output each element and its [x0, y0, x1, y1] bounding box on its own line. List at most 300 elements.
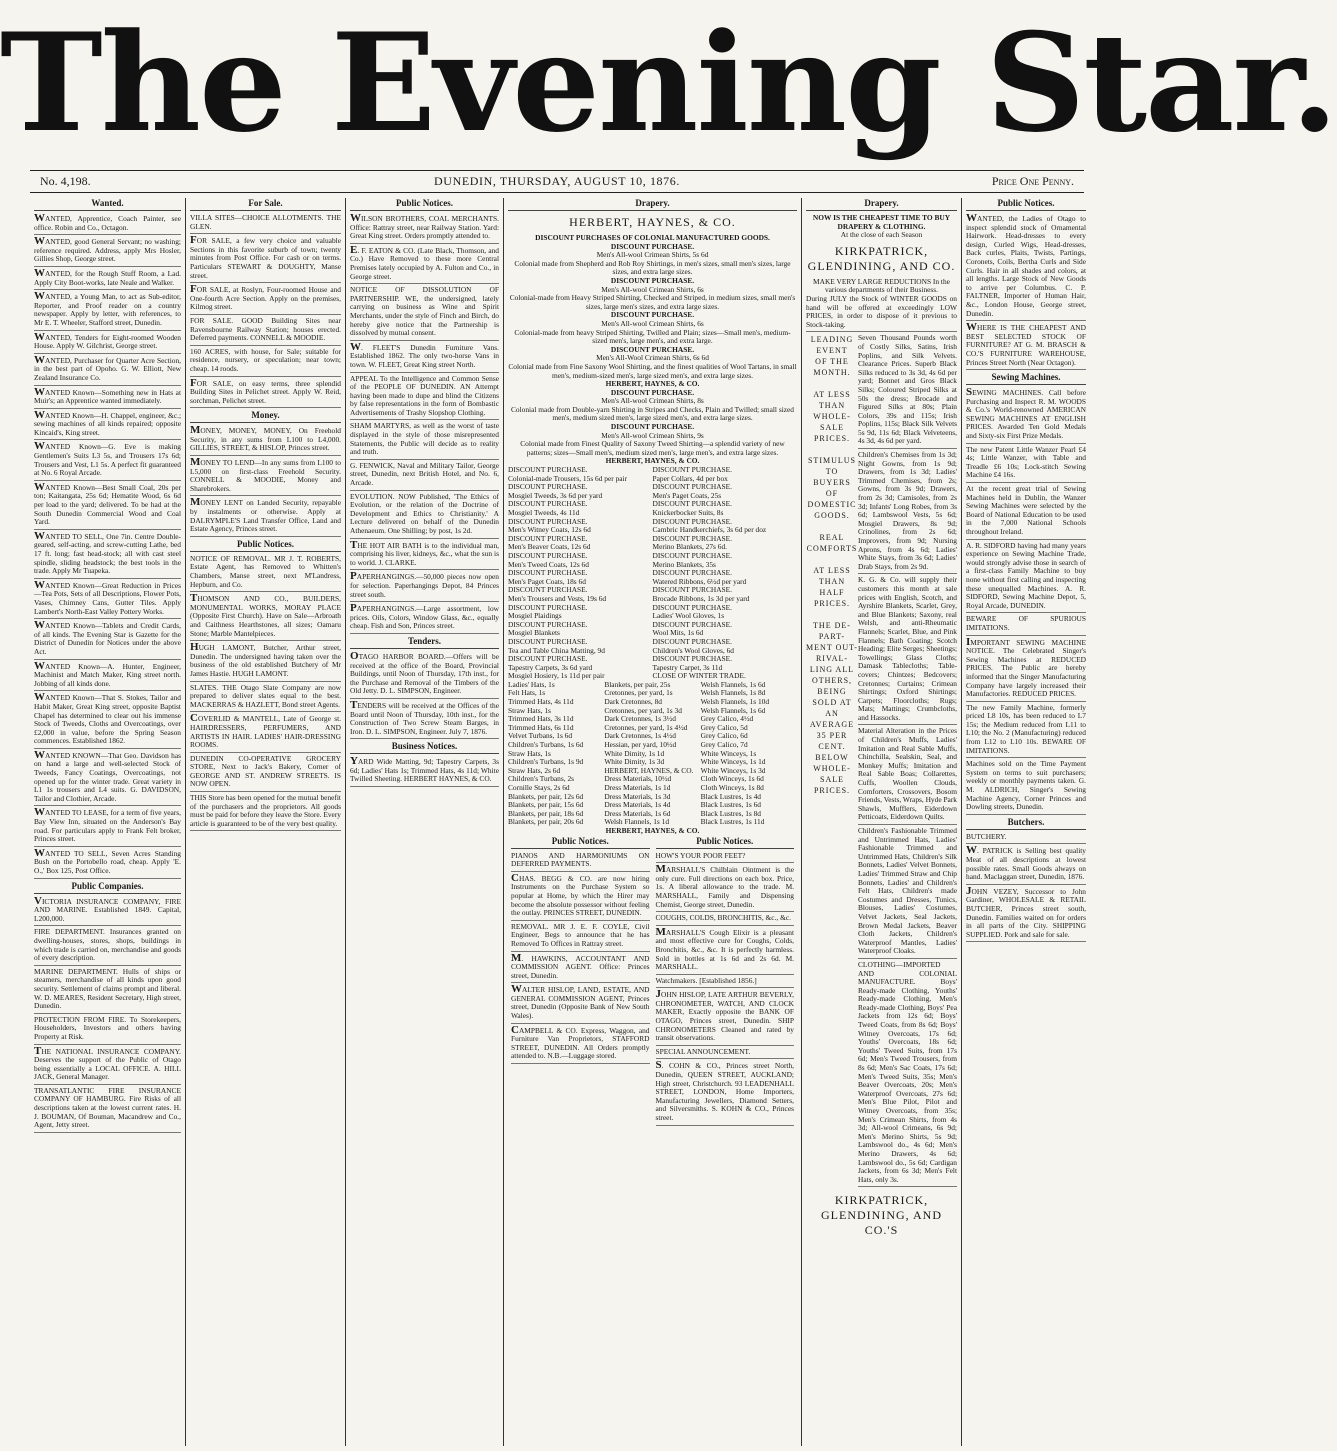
- advertisement-text: FOR SALE. GOOD Building Sites near Ravensbourne Railway Station; houses erected. Deferred payments. CONNELL & MOODIE.: [190, 315, 341, 343]
- price-cell: Hessian, per yard, 10½d: [604, 740, 677, 750]
- advertisement: [350, 340, 499, 373]
- advertisement-text: APERHANGINGS.—Large assortment, low prices. Oils, Colors, Window Glass, &c., equally cheap. Fish and Son, Princes street.: [350, 604, 499, 631]
- advertisement: [966, 884, 1086, 943]
- drop-cap: W: [34, 235, 45, 248]
- price-cell: DISCOUNT PURCHASE.: [508, 619, 588, 629]
- column-notices-sewing: [962, 198, 1090, 1446]
- slogan-word: [806, 521, 858, 532]
- column-for-sale: [186, 198, 346, 1446]
- advertisement-text: ANTED, Tenders for Eight-roomed Wooden House. Apply W. Gilchrist, George street.: [34, 332, 181, 351]
- drop-cap: M: [190, 496, 201, 509]
- drop-cap: H: [190, 641, 199, 654]
- advertisement-text: DUNEDIN CO-OPERATIVE GROCERY STORE, Next to Jack's Bakery, Corner of GEORGE AND ST. ANDREW STREETS. IS NOW OPEN.: [190, 753, 341, 789]
- price-cell: Men's Trousers and Vests, 19s 6d: [508, 593, 607, 603]
- advertisement: [190, 285, 341, 315]
- slogan-word: AT LESS: [813, 566, 851, 576]
- price-cell: Mosgiel Plaidings: [508, 611, 562, 621]
- advertisement: [511, 852, 650, 872]
- price-cell: DISCOUNT PURCHASE.: [652, 533, 733, 543]
- price-cell: Merino Blankets, 35s: [652, 559, 716, 569]
- advertisement-text: ANTED, the Ladies of Otago to inspect splendid stock of Ornamental Hairwork. Head-dresses to every design, Curled Wigs, Head-dresses, Back curles, Plaits, Twists, Partings, Coronets, Coils, Bertha Curls and Side Curls. Hair in all shades and colors, at all lengths. Large Stock of New Goods to arrive per Columbus. C. P. FALTNER, Importer of Human Hair, &c., London House, George street, Dunedin.: [966, 214, 1086, 318]
- advertisement-text: ARSHALL'S Chilblain Ointment is the only cure. Full directions on each box. Price, 1s. A liberal allowance to the trade. M. MARSHALL, Family and Dispensing Chemist, George street, Dunedin.: [655, 865, 794, 909]
- advertisement-text: ANTED Known—Best Small Coal, 20s per ton; Kaitangata, 25s 6d; Hematite Wood, 6s 6d per load to the yard; delivered. To be had at the South Dunedin Commercial Wood and Coal Yard.: [34, 482, 181, 527]
- price-cell: Brocade Ribbons, 1s 3d per yard: [652, 593, 750, 603]
- section-heading: Drapery.: [806, 198, 957, 211]
- column-wanted: [30, 198, 186, 1446]
- advertisement: [34, 693, 181, 749]
- drop-cap: F: [190, 283, 197, 296]
- advertisement: [190, 555, 341, 592]
- price-cell: Black Lustres, 1s 4d: [700, 791, 762, 801]
- advertisement-text: At the recent great trial of Sewing Machines held in Dublin, the Wanzer Sewing Machines were selected by the Board of National Education to be used in the 7,000 National Schools throughout Ireland.: [966, 484, 1086, 536]
- advertisement-text: ANTED TO SELL, Seven Acres Standing Bush on the Portobello road, cheap. Apply 'E. O.,' Box 125, Post Office.: [34, 848, 181, 875]
- price-cell: Cloth Winceys, 1s 6d: [700, 774, 764, 784]
- price-cell: Men's Witney Coats, 12s 6d: [508, 525, 591, 535]
- drop-cap: T: [34, 1044, 42, 1057]
- drop-cap: M: [190, 424, 201, 437]
- advertisement-text: UGH LAMONT, Butcher, Arthur street, Dunedin. The undersigned having taken over the business of the old established Butchery of Mr James Hastie. HUGH LAMONT.: [190, 643, 341, 678]
- price-cell: Grey Calico, 6d: [700, 731, 748, 741]
- advertisement: [966, 485, 1086, 540]
- drop-cap: W: [34, 266, 45, 279]
- advertisement-text: HOW'S YOUR POOR FEET?: [655, 850, 746, 860]
- advertisement-text: EVOLUTION. NOW Published, 'The Ethics of Evolution, or the relation of the Doctrine of Development and Ethics to Christianity.' A Lecture delivered on behalf of the Dunedin Athenaeum. One Shilling; by post, 1s 2d.: [350, 491, 499, 535]
- price-cell: Dress Materials, 1s 1d: [604, 783, 671, 792]
- firm-footer: HERBERT, HAYNES, & CO.: [605, 825, 700, 835]
- price-cell: Welsh Flannels, 1s 1d: [604, 817, 670, 827]
- advertisement: [966, 388, 1086, 444]
- advertisement-text: . HAWKINS, ACCOUNTANT AND COMMISSION AGENT. Office: Princes street, Dunedin.: [511, 953, 650, 980]
- price-line: Colonial-made from heavy Striped Shirting, Twilled and Plain; sizes—Small men's, medium-sized men's, large men's, and extra large.: [514, 327, 791, 346]
- advertisement: [966, 635, 1086, 702]
- section-heading: Public Companies.: [34, 881, 181, 894]
- advertisement-text: PROTECTION FROM FIRE. To Storekeepers, Householders, Investors and others having Property at Risk.: [34, 1014, 181, 1041]
- advertisement: [190, 426, 341, 456]
- price-cell: Dress Materials, 10½d: [604, 774, 672, 784]
- price-cell: Colonial-made Trousers, 15s 6d per pair: [508, 473, 628, 483]
- drop-cap: W: [34, 691, 45, 704]
- price-line: Men's All-wool Crimean Shirts, 8s: [601, 396, 704, 406]
- slogan-word: MONTH.: [813, 368, 851, 378]
- slogan-word: [806, 609, 858, 620]
- price-cell: Blankets, per pair, 25s: [604, 679, 671, 689]
- advertisement-text: G. FENWICK, Naval and Military Tailor, George street, Dunedin, next British Hotel, and No. 6, Arcade.: [350, 460, 499, 488]
- price-cell: Cretonnes, per yard, 1s 4½d: [604, 722, 688, 732]
- price-line: DISCOUNT PURCHASE.: [610, 275, 695, 285]
- advertisement-text: NOTICE OF REMOVAL. MR J. T. ROBERTS, Estate Agent, has Removed to Whitten's Chambers, Manse street, next M'Landress, Hepburn, and Co.: [190, 553, 341, 589]
- slogan-word: THAN: [818, 577, 846, 587]
- price-cell: DISCOUNT PURCHASE.: [508, 533, 588, 543]
- advertisement-text: 160 ACRES, with house, for Sale; suitable for residence, nursery, or speculation; near town; cheap. 14 roods.: [190, 346, 341, 373]
- sale-blocks: [858, 334, 957, 1189]
- advertisement: [34, 266, 181, 290]
- advertisement-text: OR SALE, at Roslyn, Four-roomed House and One-fourth Acre Section. Apply on the premises, Kilmog street.: [190, 285, 341, 312]
- slogan-word: OF: [825, 489, 839, 499]
- drop-cap: W: [34, 578, 45, 591]
- dateline-bar: [40, 172, 1074, 190]
- drop-cap: S: [966, 386, 973, 399]
- slogan-word: EVENT: [816, 346, 848, 356]
- advertisement-text: ENDERS will be received at the Offices of the Board until Noon of Thursday, 10th inst., for the Construction of Two Screw Steam Barges, in Iron. D. L. SIMPSON, Engineer. July 7, 1876.: [350, 700, 499, 736]
- price-cell: White Dimity, 1s 3d: [604, 757, 665, 767]
- price-cell: DISCOUNT PURCHASE.: [508, 516, 588, 526]
- slogan-word: OTHERS,: [811, 676, 853, 686]
- price-cell: Children's Turbans, 2s: [508, 774, 575, 784]
- advertisement: [190, 794, 341, 831]
- advertisement: [34, 442, 181, 480]
- section-heading: Public Notices.: [190, 539, 341, 552]
- slogan-word: PRICES.: [813, 434, 851, 444]
- sub-columns: [508, 836, 797, 1128]
- slogan-word: SALE: [820, 423, 844, 433]
- advertisement: [190, 236, 341, 283]
- price-cell: DISCOUNT PURCHASE.: [652, 550, 733, 560]
- slogan-word: AVERAGE: [809, 720, 855, 730]
- price-cell: Dress Materials, 1s 3d: [604, 791, 671, 801]
- price-cell: Blankets, per pair, 12s 6d: [508, 791, 584, 801]
- advertisement: [511, 985, 650, 1023]
- advertisement-text: ARSHALL'S Cough Elixir is a pleasant and most effective cure for Coughs, Colds, Bronchitis, &c., &c. It is perfectly harmless. Sold in bottles at 1s 6d and 2s 6d. M. MARSHALL.: [655, 927, 794, 972]
- section-heading: Public Notices.: [350, 198, 499, 211]
- drop-cap: C: [511, 1023, 519, 1036]
- price-cell: Cretonnes, per yard, 1s: [604, 688, 673, 698]
- slogan-word: [806, 444, 858, 455]
- price-cell: Trimmed Hats, 3s 11d: [508, 714, 574, 724]
- section-heading: Money.: [190, 410, 341, 423]
- price-line: DISCOUNT PURCHASE.: [610, 241, 695, 251]
- advertisement: [966, 704, 1086, 759]
- advertisement: [190, 348, 341, 377]
- advertisement: [190, 458, 341, 496]
- season-note: At the close of each Season: [840, 230, 923, 240]
- advertisement: [34, 894, 181, 927]
- advertisement: [190, 643, 341, 681]
- advertisement-text: OHN VEZEY, Successor to John Gardiner, WHOLESALE & RETAIL BUTCHER, Princes street south, Dunedin. Families waited on for orders in all parts of the City. SHIPPING SUPPLIED. Pork and sale for sale.: [966, 886, 1086, 939]
- advertisement-text: FIRE DEPARTMENT. Insurances granted on dwelling-houses, stores, shops, buildings in which trade is carried on, merchandise and goods of every description.: [34, 927, 181, 963]
- headline: NOW IS THE CHEAPEST TIME TO BUY DRAPERY & CLOTHING.: [812, 213, 951, 231]
- section-heading: Public Notices.: [511, 836, 650, 849]
- price-line: Colonial-made from Heavy Striped Shirting, Checked and Striped, in medium sizes, small men's sizes, large men's sizes, and extra large sizes.: [509, 293, 796, 311]
- price-cell: Dress Materials, 1s 4d: [604, 800, 671, 810]
- advertisement: [350, 214, 499, 244]
- advertisement: [350, 604, 499, 634]
- price-cell: Straw Hats, 1s: [508, 748, 551, 758]
- advertisement: [656, 1048, 795, 1060]
- advertisement-text: ANTED Known—Great Reduction in Prices—Tea Pots, Sets of all Descriptions, Flower Pots, Vases, Chimney Cans, Gutter Tiles. Apply Lambert's North-East Valley Pottery Works.: [34, 580, 181, 616]
- price-cell: Mosgiel Tweeds, 4s 11d: [508, 508, 580, 517]
- price-cell: Paper Collars, 4d per box: [652, 473, 728, 483]
- drop-cap: P: [350, 602, 357, 615]
- drop-cap: C: [511, 871, 519, 884]
- advertisement-text: SPECIAL ANNOUNCEMENT.: [655, 1046, 751, 1056]
- price-cell: DISCOUNT PURCHASE.: [508, 585, 588, 595]
- price-cell: Cambric Handkerchiefs, 3s 6d per doz: [652, 525, 767, 535]
- sale-block: Children's Fashionable Trimmed and Untrimmed Hats, Ladies' Fashionable Trimmed and Untrimmed Hats, Children's Silk Bonnets, Ladies' Velvet Bonnets, Ladies' Trimmed Straw and Chip Bonnets, Ladies' and Children's Felt Hats, Children's made Costumes and Dresses, Tunics, Blouses, Ladies' Costumes, Velvet Jackets, Seal Jackets, Brown Medal Jackets, Beaver Cloth Jackets, Children's Waterproof Mantles, Ladies' Waterproof Cloaks.: [858, 827, 957, 959]
- advertisement-text: ANTED, good General Servant; no washing; reference required. Address, apply Mrs Hosler, Gillies Shop, George street.: [34, 237, 181, 264]
- price-cell: Blankets, per pair, 15s 6d: [508, 800, 584, 810]
- slogan-word: PRICES.: [813, 786, 851, 796]
- price-cell: White Dimity, 1s 1d: [604, 748, 665, 758]
- newspaper-title: The Evening Star.: [0, 2, 1337, 163]
- price-cell: DISCOUNT PURCHASE.: [508, 550, 588, 560]
- price-cell: Trimmed Hats, 6s 11d: [508, 722, 574, 732]
- drop-cap: J: [655, 988, 661, 1001]
- price-line: DISCOUNT PURCHASE.: [610, 310, 695, 320]
- price-line: Colonial made from Finest Quality of Saxony Tweed Shirting—a splendid variety of new patterns; sizes—Small men's, medium sized men's, large men's, and extra large sizes.: [520, 439, 785, 457]
- advertisement: [350, 422, 499, 459]
- advertisement: [190, 714, 341, 752]
- slogan-word: DOMESTIC: [807, 500, 857, 510]
- slogan-word: BUYERS: [813, 478, 851, 488]
- advertisement: [511, 1023, 650, 1064]
- advertisement: [966, 214, 1086, 321]
- sale-block: K. G. & Co. will supply their customers this month at sale prices with English, Scotch, and Ayrshire Blankets, Scarlet, Grey, and Blue Blankets; Saxony, real Welsh, and anti-Rheumatic Flannels; Scarlet, Blue, and Pink Flannels; Bath Coating; Scotch Heading; Elite Serges; Sheetings; Towellings; Glass Cloths; Damask Tablecloths; Table-covers; Chintzes; Bedcovers; Cretonnes; Curtains; Crimean Shirtings; Oxford Shirtings; Carpets; Floorcloths; Rugs; Mats; Mattings; Crumbcloths, and Hassocks.: [858, 576, 957, 725]
- advertisement-text: HERE IS THE CHEAPEST AND BEST SELECTED STOCK OF FURNITURE? AT G. M. BRASCH & CO.'S FURNITURE WAREHOUSE, Princes Street North (Near Octagon).: [966, 323, 1086, 367]
- price: Price One Penny.: [991, 174, 1074, 188]
- price-line: Colonial made from Fine Saxony Wool Shirting, and the finest qualities of Wool Tartans, in small men's, medium-sized men's, large sized men's, and extra large sizes.: [508, 361, 797, 380]
- advertisement-text: HAS. BEGG & CO. are now hiring Instruments on the Purchase System so popular at Home, by which the Hirer may become the absolute possessor without feeling the outlay. PRINCES STREET, DUNEDIN.: [511, 873, 650, 918]
- price-cell: Mosgiel Hosiery, 1s 11d per pair: [508, 671, 605, 681]
- firm-footer: KIRKPATRICK, GLENDINING, AND CO.'S: [821, 1193, 942, 1238]
- advertisement-text: PIANOS AND HARMONIUMS ON DEFERRED PAYMENTS.: [511, 850, 650, 869]
- advertisement-text: ANTED Known—A. Hunter, Engineer, Machinist and Match Maker, King street north. Jobbing of all kinds done.: [34, 661, 181, 688]
- masthead: [0, 0, 1337, 170]
- drop-cap: W: [34, 619, 45, 632]
- slogan-word: AT LESS: [813, 390, 851, 400]
- drop-cap: C: [190, 712, 198, 725]
- price-line: Men's All-wool Crimean Shirts, 6s: [601, 284, 704, 294]
- price-line: Colonial made from Shepherd and Rob Roy Shirtings, in men's sizes, small men's sizes, large sizes, and extra large sizes.: [514, 258, 791, 277]
- advertisement: [655, 925, 795, 975]
- column-public-notices: [346, 198, 504, 1446]
- price-cell: Children's Turbans, 1s 9d: [508, 757, 584, 767]
- advertisement: [34, 659, 181, 692]
- advertisement: [190, 376, 341, 409]
- price-cell: Black Lustres, 1s 11d: [700, 817, 765, 827]
- price-cell: HERBERT, HAYNES, & CO.: [604, 765, 694, 775]
- advertisement-text: MPORTANT SEWING MACHINE NOTICE. The Celebrated Singer's Sewing Machines at REDUCED PRICES. The Public are hereby informed that the Singer Manufacturing Company have largely increased their Manufactories. REDUCED PRICES.: [966, 637, 1086, 699]
- price-cell: DISCOUNT PURCHASE.: [508, 499, 588, 509]
- slogan-word: LING ALL: [809, 665, 855, 675]
- advertisement-text: . COHN & CO., Princes street North, Dunedin, QUEEN STREET, AUCKLAND; High street, Christchurch. 93 LEADENHALL STREET, LONDON, Home Importers, Manufacturing Jewellers, Diamond Setters, and Silversmiths. S. KOHN & CO., Princes street.: [655, 1061, 794, 1122]
- price-line: DISCOUNT PURCHASE.: [610, 422, 695, 432]
- slogan-word: BELOW: [815, 753, 849, 763]
- price-cell: Children's Wool Gloves, 6d: [652, 645, 734, 655]
- section-heading: Sewing Machines.: [966, 372, 1086, 385]
- price-cell: DISCOUNT PURCHASE.: [652, 482, 733, 492]
- slogan-word: HALF: [819, 588, 845, 598]
- drop-cap: T: [350, 538, 358, 551]
- firm-subtitle: DISCOUNT PURCHASES OF COLONIAL MANUFACTURED GOODS.: [535, 233, 770, 242]
- advertisement-text: HE HOT AIR BATH is to the individual man, comprising his liver, kidneys, &c., what the sun is to world. J. CLARKE.: [350, 540, 499, 567]
- price-cell: Mosgiel Tweeds, 3s 6d per yard: [508, 490, 603, 500]
- advertisement-text: ANTED Known—Something new in Hats at Muir's; an Apprentice wanted immediately.: [34, 387, 181, 406]
- price-line: HERBERT, HAYNES, & CO.: [605, 456, 700, 466]
- price-cell: DISCOUNT PURCHASE.: [652, 636, 733, 646]
- advertisement-text: APERHANGINGS.—50,000 pieces now open for selection. Paperhangings Depot, 84 Princes street south.: [350, 572, 499, 599]
- advertisement-text: BEWARE OF SPURIOUS IMITATIONS.: [966, 614, 1086, 632]
- drop-cap: I: [966, 635, 971, 648]
- advertisement-text: . F. EATON & CO. (Late Black, Thomson, and Co.) Have Removed to these more Central Premises lately occupied by A. Fulton and Co., in George street.: [350, 245, 499, 281]
- advertisement-text: The new Patent Little Wanzer Pearl £4 4s; Little Wanzer, with Table and Treadle £6 10s; Lock-stitch Sewing Machine £4 16s.: [966, 444, 1086, 480]
- advertisement: [34, 578, 181, 619]
- advertisement-text: COUGHS, COLDS, BRONCHITIS, &c., &c.: [655, 913, 791, 923]
- advertisement-text: TRANSATLANTIC FIRE INSURANCE COMPANY OF HAMBURG. Fire Risks of all descriptions taken at the lowest current rates. H. J. BOUMAN, Of Bouman, Macandrew and Co., Agent, Jetty street.: [34, 1085, 181, 1130]
- advertisement-text: BUTCHERY.: [966, 831, 1007, 841]
- price-cell: Men's Paget Coats, 18s 6d: [508, 576, 586, 586]
- advertisement: [656, 865, 795, 912]
- issue-number: No. 4,198.: [40, 174, 91, 188]
- sale-block: Seven Thousand Pounds worth of Costly Silks, Satins, Irish Poplins, and Silk Velvets. Clearance Prices. Superb Black Silks reduced to 3s 3d, 4s 6d per yard; Bonnet and Gros Black Silks; Coloured Striped Silks at 50s the dress; Brocade and Figured Silks at 80s; Plain Colors, 39s and 115s; Irish Poplins, 115s; Black Silk Velvets 5s 9d, 11s 6d; Black Velveteens, 4s 3d, 4s 6d per yard.: [858, 334, 957, 449]
- masthead-rule-bottom: [30, 192, 1084, 193]
- advertisement-text: ANTED TO SELL, One 7in. Centre Double-geared, self-acting, and screw-cutting Lathe, bed 17 ft. long; fast head-stock; all with cast steel spindle, sliding headstock; the best tools in the trade. Apply Mr Tuapeka.: [34, 531, 181, 576]
- advertisement-text: ANTED Known—G. Eve is making Gentlemen's Suits L3 5s, and Trousers 17s 6d; Trousers and Vest, L1 5s. A perfect fit guaranteed at No. 6 Royal Arcade.: [34, 442, 181, 478]
- price-cell: Dark Cretonnes, 1s 3½d: [604, 714, 676, 724]
- advertisement: [34, 846, 181, 879]
- slogan-word: BEING: [817, 687, 847, 697]
- advertisement: [34, 808, 181, 846]
- advertisement: [966, 846, 1086, 884]
- price-cell: Watered Ribbons, 6½d per yard: [652, 576, 747, 586]
- price-cell: Wool Mits, 1s 6d: [652, 628, 704, 638]
- advertisement: [34, 353, 181, 386]
- slogan-word: STIMULUS: [807, 456, 856, 466]
- price-cell: Velvet Turbans, 1s 6d: [508, 731, 573, 741]
- price-cell: DISCOUNT PURCHASE.: [652, 602, 733, 612]
- drop-cap: M: [511, 951, 522, 964]
- price-cell: DISCOUNT PURCHASE.: [508, 636, 588, 646]
- advertisement-text: HOMSON AND CO., BUILDERS, MONUMENTAL WORKS, MORAY PLACE (Opposite First Church). Have on Sale—Arbroath and Caithness Hearthstones, all sizes; Oamaru Stone; Marble Mantelpieces.: [190, 594, 341, 638]
- price-cell: Cornille Stays, 2s 6d: [508, 783, 570, 792]
- price-line: Colonial made from Double-yarn Shirting in Stripes and Checks, Plain and Twilled; small sized men's, medium sized men's, large sized men's, and extra large sizes.: [510, 404, 795, 423]
- advertisement: [34, 529, 181, 579]
- advertisement: [190, 755, 341, 792]
- advertisement-text: SHAM MARTYRS, as well as the worst of taste displayed in the style of those misrepresented Statements, the Public will decide as to reality and truth.: [350, 421, 499, 457]
- intro-text: During JULY the Stock of WINTER GOODS on hand will be offered at exceedingly LOW PRICES, in order to dispose of it previous to Stock-taking.: [806, 295, 957, 332]
- advertisement: [966, 760, 1086, 815]
- price-cell: Welsh Flannels, 1s 8d: [700, 688, 766, 698]
- price-cell: Felt Hats, 1s: [508, 688, 546, 698]
- column-drapery-kirkpatrick: [802, 198, 962, 1446]
- drop-cap: V: [34, 894, 42, 907]
- advertisement-text: AMPBELL & CO. Express, Waggon, and Furniture Van Proprietors, STAFFORD STREET, DUNEDIN. All Orders promptly attended to. N.B.—Luggage stored.: [511, 1025, 650, 1061]
- price-cell: Trimmed Hats, 4s 11d: [508, 697, 574, 707]
- drop-cap: S: [655, 1059, 662, 1072]
- slogan-word: GOODS.: [814, 511, 850, 521]
- section-heading: Drapery.: [508, 198, 797, 211]
- price-cell: White Winceys, 1s 1d: [700, 757, 766, 767]
- advertisement-text: The new Family Machine, formerly priced L8 10s, has been reduced to L7 15s; the Medium reduced from L11 to L10; the No. 2 (Manufacturing) reduced from L12 to L10 10s. BEWARE OF IMITATIONS.: [966, 702, 1086, 755]
- advertisement: [34, 480, 181, 530]
- advertisement-text: ANTED TO LEASE, for a term of five years, Bay View Inn, situated on the Anderson's Bay road. For particulars apply to Frank Felt broker, Princes street.: [34, 808, 181, 844]
- advertisement-text: HE NATIONAL INSURANCE COMPANY. Deserves the support of the Public of Otago being essentially a LOCAL OFFICE. A. HILL JACK, General Manager.: [34, 1046, 181, 1082]
- slogan-word: SALE: [820, 775, 844, 785]
- advertisement-text: ANTED, Purchaser for Quarter Acre Section, in the best part of Opoho. G. W. Elliott, New Zealand Insurance Co.: [34, 355, 181, 382]
- columns: [30, 198, 1090, 1446]
- advertisement-text: ANTED, a Young Man, to act as Sub-editor, Reporter, and Proof reader on a country newspaper. Apply by letter, with references, to Mr E. T. Wheeler, Stafford street, Dunedin.: [34, 292, 181, 327]
- price-cell: DISCOUNT PURCHASE.: [652, 568, 733, 578]
- advertisement: [190, 498, 341, 536]
- sale-block: Children's Chemises from 1s 3d; Night Gowns, from 1s 9d; Drawers, from 1s 3d; Ladies' Trimmed Chemises, from 2s; Gowns, from 3s 9d; Drawers, from 2s 3d; Camisoles, from 2s 3d; Infants' Long Robes, from 3s 6d; Lambswool Vests, 5s 6d; Mosgiel Drawers, 8s 9d; Crinolines, from 2s 6d; Improvers, from 9d; Nursing Aprons, from 4s 6d; Ladies' White Stays, from 3s 6d; Ladies' Drab Stays, from 2s 9d.: [858, 451, 957, 574]
- price-cell: DISCOUNT PURCHASE.: [652, 465, 733, 475]
- slogan-word: COMFORTS: [806, 544, 858, 554]
- section-heading: Business Notices.: [350, 741, 499, 754]
- side-slogan: [806, 334, 858, 1189]
- advertisement: [190, 214, 341, 234]
- slogan-word: PART-: [818, 632, 846, 642]
- price-cell: Dark Cretonnes, 1s 4½d: [604, 731, 676, 741]
- advertisement: [34, 928, 181, 965]
- price-cell: Children's Turbans, 1s 6d: [508, 740, 584, 750]
- price-line: DISCOUNT PURCHASE.: [610, 387, 695, 397]
- advertisement: [350, 462, 499, 491]
- slogan-word: WHOLE-: [813, 412, 851, 422]
- advertisement: [656, 852, 795, 864]
- price-cell: DISCOUNT PURCHASE.: [508, 465, 588, 475]
- advertisement: [190, 594, 341, 641]
- advertisement-text: . PATRICK is Selling best quality Meat of all descriptions at lowest possible rates. Small Goods always on hand. Maclaggan street, Dunedin, 1876.: [966, 846, 1086, 882]
- price-cell: DISCOUNT PURCHASE.: [652, 585, 733, 595]
- advertisement: [34, 621, 181, 659]
- firm-name: KIRKPATRICK, GLENDINING, AND CO.: [807, 243, 956, 273]
- advertisement: [511, 871, 650, 921]
- drop-cap: W: [34, 408, 45, 421]
- column-drapery-haynes: [504, 198, 802, 1446]
- slogan-word: THAN: [818, 401, 846, 411]
- price-cell: White Winceys, 1s: [700, 748, 757, 758]
- price-cell: Men's Paget Coats, 25s: [652, 490, 722, 500]
- advertisement-text: ALTER HISLOP, LAND, ESTATE, AND GENERAL COMMISSION AGENT, Princes street, Dunedin (Opposite Bank of New South Wales).: [511, 985, 650, 1021]
- price-cell: DISCOUNT PURCHASE.: [508, 654, 588, 664]
- drop-cap: W: [511, 983, 522, 996]
- price-line: HERBERT, HAYNES, & CO.: [605, 379, 700, 389]
- advertisement: [190, 684, 341, 713]
- drop-cap: W: [34, 659, 45, 672]
- advertisement: [34, 214, 181, 235]
- advertisement-text: ONEY TO LEND—In any sums from L100 to L5,000 on first-class Freehold Security. CONNELL & MOODIE, Money and Sharebrokers.: [190, 458, 341, 493]
- section-heading: For Sale.: [190, 198, 341, 211]
- price-line: Men's All-wool Crimean Shirts, 6s: [601, 318, 704, 328]
- price-cell: DISCOUNT PURCHASE.: [508, 568, 588, 578]
- slogan-word: THE DE-: [813, 621, 851, 631]
- drop-cap: W: [350, 212, 361, 224]
- drop-cap: W: [34, 440, 45, 453]
- advertisement-text: . FLEET'S Dunedin Furniture Vans. Established 1862. The only two-horse Vans in town. W. FLEET, Great King street North.: [350, 342, 499, 369]
- price-cell: Knickerbocker Suits, 8s: [652, 508, 724, 517]
- sale-block: Material Alteration in the Prices of Children's Muffs, Ladies' Imitation and Real Sable Muffs, Chinchilla, Sealskin, Seal, and Monkey Muffs; Imitation and Real Sable Boas; Collarettes, Cuffs, Woollen Clouds, Comforters, Crossovers, Bosom Friends, Vests, Wraps, Hyde Park Shawls, Mufflers, Eiderdown Petticoats, Eiderdown Quilts.: [858, 727, 957, 825]
- slogan-word: TO: [825, 467, 839, 477]
- dateline: DUNEDIN, THURSDAY, AUGUST 10, 1876.: [434, 174, 680, 188]
- price-cell: Dress Materials, 1s 6d: [604, 808, 671, 818]
- advertisement: [350, 243, 499, 284]
- advertisement-text: OVERLID & MANTELL, Late of George st. HAIRDRESSERS, PERFUMERS, AND ARTISTS IN HAIR. LADIES' HAIR-DRESSING ROOMS.: [190, 714, 341, 750]
- price-cell: DISCOUNT PURCHASE.: [652, 619, 733, 629]
- drop-cap: M: [655, 925, 666, 938]
- drop-cap: O: [350, 649, 359, 662]
- advertisement-text: ONEY, MONEY, MONEY, On Freehold Security, in any sums from L100 to L4,000. GILLIES, STREET, & HISLOP, Princes street.: [190, 426, 341, 453]
- firm-subtitle: MAKE VERY LARGE REDUCTIONS In the various departments of their Business.: [813, 276, 950, 295]
- advertisement-text: ARD Wide Matting, 9d; Tapestry Carpets, 3s 6d; Ladies' Hats 1s; Trimmed Hats, 4s 11d; White Twilled Sheeting. HERBERT HAYNES, & CO.: [350, 757, 499, 784]
- advertisement: [350, 572, 499, 602]
- price-line: DISCOUNT PURCHASE.: [610, 344, 695, 354]
- advertisement: [511, 923, 650, 952]
- advertisement: [34, 1016, 181, 1045]
- price-cell: Straw Hats, 1s: [508, 705, 551, 715]
- drop-cap: W: [34, 846, 45, 859]
- drop-cap: W: [34, 480, 45, 493]
- advertisement: [350, 286, 499, 341]
- advertisement: [656, 1061, 795, 1125]
